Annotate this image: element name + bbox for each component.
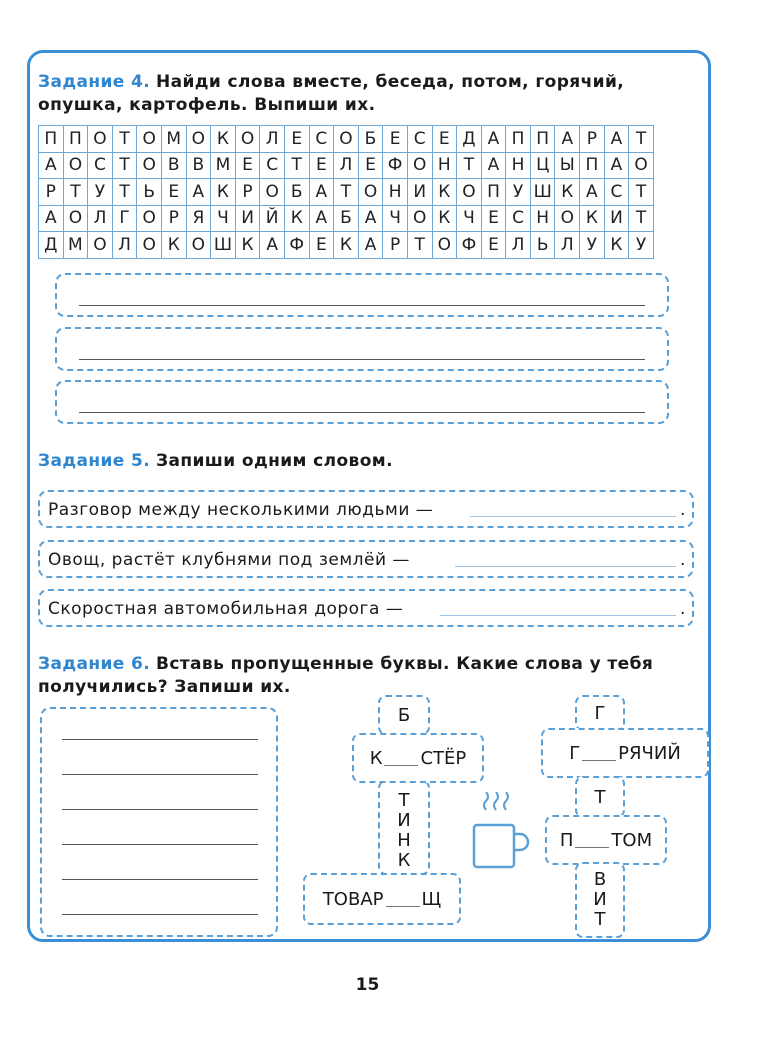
grid-cell[interactable]: К bbox=[211, 126, 236, 153]
grid-cell[interactable]: С bbox=[506, 205, 531, 232]
grid-cell[interactable]: О bbox=[186, 232, 211, 259]
grid-cell[interactable]: П bbox=[63, 126, 88, 153]
grid-cell[interactable]: У bbox=[629, 232, 654, 259]
left-bottom-start: ТОВАР bbox=[322, 888, 384, 910]
grid-cell[interactable]: Ш bbox=[530, 179, 555, 206]
letter-grid bbox=[38, 125, 654, 259]
right-vertical-letters: В И Т bbox=[593, 869, 607, 930]
grid-cell[interactable]: Т bbox=[407, 232, 432, 259]
grid-cell[interactable]: О bbox=[137, 152, 162, 179]
definition-row-1[interactable] bbox=[38, 490, 694, 528]
right-vertical-cell bbox=[575, 862, 625, 938]
left-bottom-end: Щ bbox=[421, 888, 442, 910]
definition-1-blank[interactable] bbox=[470, 516, 676, 517]
left-top-letter: Б bbox=[397, 704, 411, 726]
grid-cell[interactable]: Ф bbox=[383, 152, 408, 179]
right-mid-letter: Т bbox=[594, 786, 606, 808]
grid-cell[interactable]: А bbox=[481, 126, 506, 153]
right-word2-end: ТОМ bbox=[611, 829, 653, 851]
grid-cell[interactable]: Т bbox=[63, 179, 88, 206]
grid-cell[interactable]: Б bbox=[284, 179, 309, 206]
grid-cell[interactable]: У bbox=[88, 179, 113, 206]
grid-cell[interactable]: К bbox=[235, 232, 260, 259]
grid-cell[interactable]: Н bbox=[432, 152, 457, 179]
right-word2-gap[interactable] bbox=[575, 833, 609, 848]
right-mid-cell bbox=[575, 776, 625, 818]
grid-cell[interactable]: Р bbox=[39, 179, 64, 206]
left-bottom-cell[interactable] bbox=[303, 873, 461, 925]
grid-row bbox=[39, 152, 654, 179]
grid-cell[interactable]: А bbox=[481, 152, 506, 179]
grid-cell[interactable]: Р bbox=[161, 205, 186, 232]
left-word-gap[interactable] bbox=[384, 751, 418, 766]
grid-cell[interactable]: У bbox=[506, 179, 531, 206]
definition-3: Скоростная автомобильная дорога — bbox=[48, 599, 404, 619]
task5-text: Запиши одним словом. bbox=[155, 451, 393, 471]
grid-cell[interactable]: С bbox=[604, 179, 629, 206]
grid-cell[interactable]: Е bbox=[481, 205, 506, 232]
grid-cell[interactable]: М bbox=[211, 152, 236, 179]
grid-cell[interactable]: Ц bbox=[530, 152, 555, 179]
grid-cell[interactable]: К bbox=[580, 205, 605, 232]
grid-cell[interactable]: Ь bbox=[530, 232, 555, 259]
grid-cell[interactable]: Я bbox=[186, 205, 211, 232]
right-word1-gap[interactable] bbox=[582, 746, 616, 761]
grid-cell[interactable]: Е bbox=[358, 152, 383, 179]
grid-cell[interactable]: М bbox=[63, 232, 88, 259]
grid-cell[interactable]: Е bbox=[235, 152, 260, 179]
grid-cell[interactable]: П bbox=[580, 152, 605, 179]
grid-cell[interactable]: Л bbox=[334, 152, 359, 179]
right-word2-cell[interactable] bbox=[545, 815, 667, 865]
grid-cell[interactable]: Т bbox=[629, 179, 654, 206]
grid-cell[interactable]: А bbox=[580, 179, 605, 206]
grid-cell[interactable]: А bbox=[309, 179, 334, 206]
grid-cell[interactable]: О bbox=[432, 232, 457, 259]
grid-cell[interactable]: Б bbox=[334, 205, 359, 232]
grid-cell[interactable]: Т bbox=[629, 205, 654, 232]
right-word1-end: РЯЧИЙ bbox=[618, 742, 681, 764]
right-word1-cell[interactable] bbox=[541, 728, 709, 778]
definition-2-blank[interactable] bbox=[455, 566, 676, 567]
grid-cell[interactable]: Ь bbox=[137, 179, 162, 206]
grid-cell[interactable]: А bbox=[358, 205, 383, 232]
left-word-end: СТЁР bbox=[420, 747, 467, 769]
grid-cell[interactable]: О bbox=[358, 179, 383, 206]
grid-cell[interactable]: И bbox=[235, 205, 260, 232]
grid-cell[interactable]: О bbox=[88, 126, 113, 153]
grid-cell[interactable]: О bbox=[137, 126, 162, 153]
grid-cell[interactable]: О bbox=[629, 152, 654, 179]
task4-label: Задание 4. bbox=[38, 72, 151, 92]
grid-cell[interactable]: О bbox=[457, 179, 482, 206]
grid-cell[interactable]: А bbox=[260, 232, 285, 259]
grid-cell[interactable]: Ш bbox=[211, 232, 236, 259]
grid-cell[interactable]: К bbox=[284, 205, 309, 232]
grid-cell[interactable]: К bbox=[161, 232, 186, 259]
left-word-cell[interactable] bbox=[352, 733, 484, 783]
grid-cell[interactable]: О bbox=[63, 205, 88, 232]
grid-cell[interactable]: Ч bbox=[383, 205, 408, 232]
left-vertical-letters: Т И Н К bbox=[397, 789, 411, 871]
definition-3-blank[interactable] bbox=[440, 615, 676, 616]
grid-cell[interactable]: П bbox=[39, 126, 64, 153]
grid-cell[interactable]: С bbox=[88, 152, 113, 179]
definition-2-period: . bbox=[680, 550, 686, 570]
grid-cell[interactable]: П bbox=[506, 126, 531, 153]
grid-row bbox=[39, 232, 654, 259]
grid-cell[interactable]: О bbox=[63, 152, 88, 179]
grid-cell[interactable]: Ф bbox=[284, 232, 309, 259]
grid-cell[interactable]: Л bbox=[260, 126, 285, 153]
answer-box-2[interactable] bbox=[55, 327, 669, 371]
grid-cell[interactable]: Д bbox=[39, 232, 64, 259]
grid-cell[interactable]: Е bbox=[161, 179, 186, 206]
grid-cell[interactable]: О bbox=[334, 126, 359, 153]
task6-text: Вставь пропущенные буквы. Какие слова у тебя получились? Запиши их. bbox=[38, 654, 654, 697]
task5-heading bbox=[38, 450, 393, 473]
grid-cell[interactable]: У bbox=[580, 232, 605, 259]
grid-cell[interactable]: О bbox=[260, 179, 285, 206]
write-box[interactable] bbox=[40, 707, 278, 937]
grid-cell[interactable]: А bbox=[555, 126, 580, 153]
grid-cell[interactable]: Ы bbox=[555, 152, 580, 179]
right-word2-start: П bbox=[559, 829, 574, 851]
definition-row-3[interactable] bbox=[38, 589, 694, 627]
answer-box-3[interactable] bbox=[55, 380, 669, 424]
grid-cell[interactable]: С bbox=[260, 152, 285, 179]
grid-cell[interactable]: А bbox=[358, 232, 383, 259]
grid-cell[interactable]: Е bbox=[309, 152, 334, 179]
grid-cell[interactable]: П bbox=[530, 126, 555, 153]
grid-cell[interactable]: В bbox=[161, 152, 186, 179]
grid-cell[interactable]: С bbox=[309, 126, 334, 153]
definition-1-period: . bbox=[680, 500, 686, 520]
grid-cell[interactable]: Н bbox=[506, 152, 531, 179]
grid-cell[interactable]: О bbox=[186, 126, 211, 153]
grid-row bbox=[39, 126, 654, 153]
grid-cell[interactable]: К bbox=[432, 179, 457, 206]
grid-cell[interactable]: Т bbox=[284, 152, 309, 179]
grid-cell[interactable]: И bbox=[407, 179, 432, 206]
grid-cell[interactable]: О bbox=[88, 232, 113, 259]
mug-icon bbox=[466, 792, 536, 870]
grid-cell[interactable]: А bbox=[309, 205, 334, 232]
grid-cell[interactable]: Т bbox=[629, 126, 654, 153]
grid-cell[interactable]: Е bbox=[284, 126, 309, 153]
task6-heading bbox=[38, 653, 698, 699]
grid-cell[interactable]: О bbox=[555, 205, 580, 232]
grid-cell[interactable]: В bbox=[186, 152, 211, 179]
grid-cell[interactable]: Ч bbox=[457, 205, 482, 232]
right-top-letter: Г bbox=[594, 702, 606, 724]
grid-cell[interactable]: Т bbox=[112, 126, 137, 153]
task5-label: Задание 5. bbox=[38, 451, 151, 471]
grid-cell[interactable]: Е bbox=[481, 232, 506, 259]
grid-cell[interactable]: Л bbox=[112, 232, 137, 259]
grid-cell[interactable]: К bbox=[432, 205, 457, 232]
answer-box-1[interactable] bbox=[55, 273, 669, 317]
grid-cell[interactable]: П bbox=[481, 179, 506, 206]
definition-2: Овощ, растёт клубнями под землёй — bbox=[48, 550, 410, 570]
grid-cell[interactable]: Н bbox=[530, 205, 555, 232]
grid-cell[interactable]: К bbox=[604, 232, 629, 259]
grid-cell[interactable]: К bbox=[334, 232, 359, 259]
grid-cell[interactable]: Н bbox=[383, 179, 408, 206]
grid-cell[interactable]: К bbox=[555, 179, 580, 206]
grid-cell[interactable]: Е bbox=[383, 126, 408, 153]
grid-row bbox=[39, 179, 654, 206]
grid-row bbox=[39, 205, 654, 232]
grid-cell[interactable]: Е bbox=[309, 232, 334, 259]
grid-cell[interactable]: Ч bbox=[211, 205, 236, 232]
left-vertical-cell bbox=[378, 780, 430, 875]
grid-cell[interactable]: А bbox=[186, 179, 211, 206]
grid-cell[interactable]: А bbox=[39, 152, 64, 179]
grid-cell[interactable]: К bbox=[211, 179, 236, 206]
grid-cell[interactable]: И bbox=[604, 205, 629, 232]
grid-cell[interactable]: Ф bbox=[457, 232, 482, 259]
task4-heading bbox=[38, 71, 698, 117]
grid-cell[interactable]: Е bbox=[432, 126, 457, 153]
grid-cell[interactable]: Л bbox=[506, 232, 531, 259]
grid-cell[interactable]: А bbox=[604, 126, 629, 153]
grid-cell[interactable]: Л bbox=[555, 232, 580, 259]
grid-cell[interactable]: О bbox=[235, 126, 260, 153]
definition-row-2[interactable] bbox=[38, 540, 694, 578]
grid-cell[interactable]: Т bbox=[457, 152, 482, 179]
task4-text: Найди слова вместе, беседа, потом, горячий, опушка, картофель. Выпиши их. bbox=[38, 72, 625, 115]
left-word-start: К bbox=[369, 747, 383, 769]
grid-cell[interactable]: А bbox=[39, 205, 64, 232]
grid-cell[interactable]: О bbox=[137, 232, 162, 259]
grid-cell[interactable]: О bbox=[407, 205, 432, 232]
right-top-cell bbox=[575, 695, 625, 731]
left-bottom-gap[interactable] bbox=[386, 892, 420, 907]
definition-1: Разговор между несколькими людьми — bbox=[48, 500, 434, 520]
definition-3-period: . bbox=[680, 599, 686, 619]
grid-cell[interactable]: М bbox=[161, 126, 186, 153]
page-number: 15 bbox=[355, 975, 380, 995]
grid-cell[interactable]: Т bbox=[112, 152, 137, 179]
grid-cell[interactable]: Й bbox=[260, 205, 285, 232]
grid-cell[interactable]: С bbox=[407, 126, 432, 153]
grid-cell[interactable]: О bbox=[407, 152, 432, 179]
grid-cell[interactable]: Р bbox=[383, 232, 408, 259]
grid-cell[interactable]: Л bbox=[88, 205, 113, 232]
grid-cell[interactable]: Р bbox=[235, 179, 260, 206]
right-word1-start: Г bbox=[569, 742, 581, 764]
grid-cell[interactable]: Т bbox=[112, 179, 137, 206]
grid-cell[interactable]: Б bbox=[358, 126, 383, 153]
left-top-cell bbox=[378, 695, 430, 735]
task6-label: Задание 6. bbox=[38, 654, 151, 674]
grid-cell[interactable]: Д bbox=[457, 126, 482, 153]
grid-cell[interactable]: А bbox=[604, 152, 629, 179]
grid-cell[interactable]: Р bbox=[580, 126, 605, 153]
grid-cell[interactable]: Г bbox=[112, 205, 137, 232]
grid-cell[interactable]: О bbox=[137, 205, 162, 232]
grid-cell[interactable]: Т bbox=[334, 179, 359, 206]
